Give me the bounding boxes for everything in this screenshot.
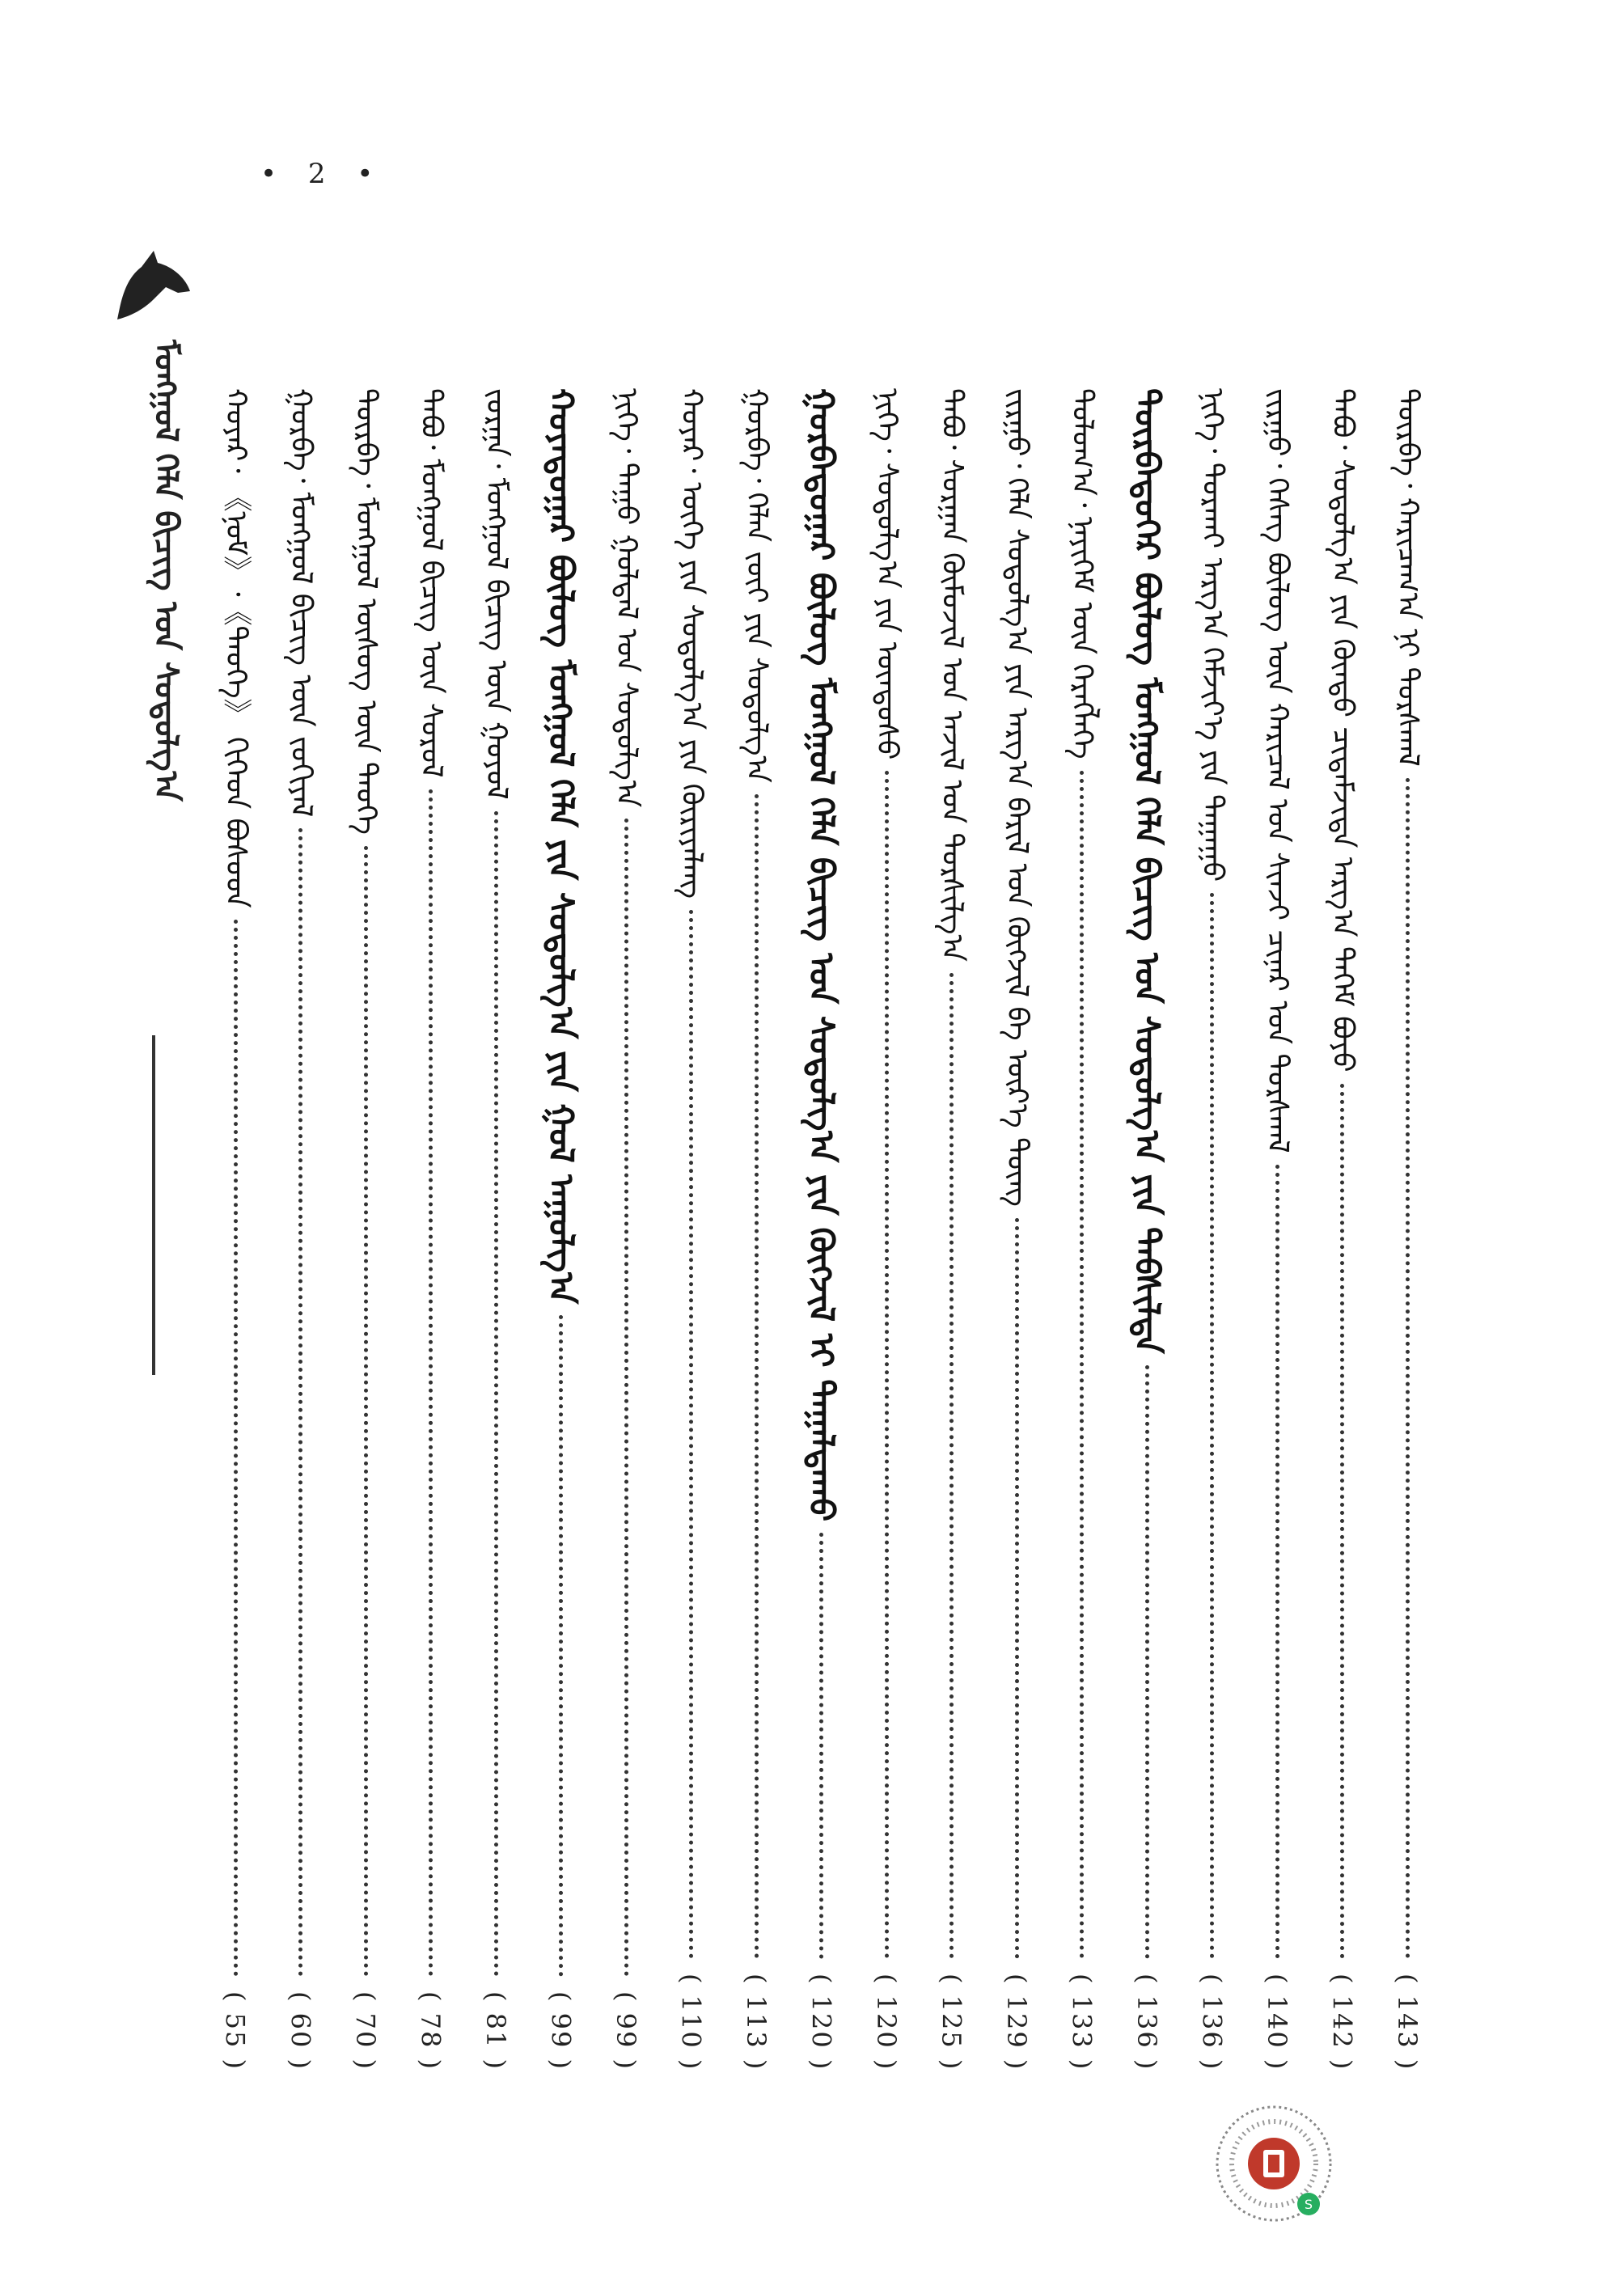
toc-page-number: ( 110 ) [675, 1973, 707, 2071]
toc-section-title: ᠬᠣᠶᠠᠷ᠂ 《ᠨᠣᠮ》᠂《ᠲᠡᠦᠬᠡ》 ᠬᠢᠭᠡᠳ ᠪᠤᠰᠤᠳ [218, 388, 252, 908]
toc-section-title: ᠨᠢᠭᠡ᠂ ᠳᠠᠭᠤ ᠭᠣᠯᠳᠠᠯ ᠤᠨ ᠰᠤᠳᠤᠯᠭ᠎ᠠ [609, 388, 643, 808]
toc-section-title: ᠭᠤᠷᠪᠠ᠂ ᠬᠡᠯᠡᠨ ᠵᠦᠢ ᠶᠢᠨ ᠰᠤᠳᠤᠯᠭ᠎ᠠ [739, 388, 773, 783]
dot-leader [1275, 1165, 1279, 1959]
dot-leader [559, 1315, 563, 1977]
toc-entry[interactable] [602, 388, 650, 2071]
toc-entry[interactable] [407, 388, 455, 2071]
toc-section-title: ᠬᠣᠶᠠᠷ᠂ ᠦᠭᠡ ᠶᠢᠨ ᠰᠤᠳᠤᠯᠭ᠎ᠠ ᠶᠢᠨ ᠬᠦᠷᠢᠶᠡᠯᠡᠩ [675, 388, 708, 899]
toc-page-number: ( 125 ) [936, 1973, 967, 2071]
dot-leader [298, 828, 302, 1977]
toc-page-number: ( 120 ) [806, 1973, 837, 2071]
dot-leader [1145, 1365, 1149, 1959]
dot-leader [949, 973, 954, 1959]
dot-leader [1210, 893, 1214, 1958]
toc-section-title: ᠳᠥᠷᠪᠡ᠂ ᠮᠣᠩᠭᠣᠯ ᠦᠰᠦᠭ ᠦᠨ ᠲᠡᠦᠬᠡ [349, 388, 383, 835]
toc-entry[interactable] [667, 388, 716, 2071]
toc-page-number: ( 142 ) [1326, 1973, 1358, 2071]
toc-entry[interactable] [1058, 388, 1106, 2071]
toc-page-number: ( 120 ) [871, 1973, 902, 2071]
toc-entry[interactable] [1188, 388, 1237, 2071]
toc-page-number: ( 60 ) [285, 1991, 316, 2071]
toc-page-number: ( 129 ) [1001, 1973, 1032, 2071]
toc-page-number: ( 99 ) [611, 1991, 641, 2071]
toc-entry[interactable] [1318, 388, 1367, 2071]
toc-entry[interactable] [992, 388, 1041, 2071]
header-title: ᠮᠣᠩᠭᠣᠯ ᠬᠡᠯᠡ ᠪᠢᠴᠢᠭ ᠤᠨ ᠰᠤᠳᠤᠯᠭ᠎ᠠ [147, 340, 184, 802]
toc-page-number: ( 70 ) [350, 1991, 381, 2071]
dot-leader [819, 1533, 823, 1958]
toc-entry[interactable] [732, 388, 780, 2071]
page-number: • 2 • [260, 158, 385, 190]
toc-page-number: ( 81 ) [480, 1991, 511, 2071]
toc-entry[interactable] [928, 388, 976, 2071]
toc-entry[interactable] [1253, 388, 1301, 2071]
toc-section-title: ᠨᠢᠭᠡ᠂ ᠰᠤᠳᠤᠯᠭ᠎ᠠ ᠶᠢᠨ ᠦᠨᠳᠦᠰᠦ [869, 388, 903, 760]
horse-head-icon [109, 243, 198, 332]
toc-page-number: ( 55 ) [220, 1991, 251, 2071]
toc-section-title: ᠲᠠᠪᠤ᠂ ᠰᠤᠳᠤᠯᠭ᠎ᠠ ᠶᠢᠨ ᠬᠦᠨᠳᠦ ᠴᠢᠳᠠᠮᠵᠢᠳᠠ ᠠᠷᠭ᠎ᠠ ᠳᠡᠭᠡᠮ ᠪᠤᠶᠤ [1326, 388, 1360, 1072]
publisher-qr-code [1213, 2103, 1334, 2224]
toc-chapter-title: ᠬᠣᠶᠠᠳᠤᠭᠠᠷ ᠪᠦᠯᠦᠭ ᠮᠣᠩᠭᠣᠯ ᠬᠡᠯᠡ ᠶᠢᠨ ᠰᠤᠳᠤᠯᠭ᠎ᠠ ᠶᠢᠨ ᠭᠣᠯ ᠠᠭᠤᠯᠭ᠎ᠠ [541, 388, 582, 1305]
toc-page-number: ( 78 ) [415, 1991, 446, 2071]
toc-entry[interactable] [862, 388, 911, 2071]
dot-leader [494, 811, 498, 1977]
toc-page-number: ( 143 ) [1392, 1973, 1423, 2071]
toc-section-title: ᠵᠢᠷᠭᠤ᠂ ᠬᠡᠯᠡ ᠰᠤᠳᠤᠯᠭ᠎ᠠ ᠶᠢᠨ ᠠᠷᠭ᠎ᠠ ᠪᠠᠷᠢᠯ ᠤᠨ ᠬᠦᠭᠵᠢᠯ ᠪᠠ ᠦᠷ᠎ᠡ ᠳᠦᠩ [1000, 388, 1034, 1207]
toc-page-number: ( 140 ) [1262, 1973, 1292, 2071]
toc-entry[interactable] [277, 388, 325, 2071]
toc-section-title: ᠵᠤᠷᠭᠠ᠂ ᠮᠣᠩᠭᠣᠯ ᠪᠢᠴᠢᠭ ᠦᠨ ᠭᠤᠶᠤᠯ [479, 388, 513, 800]
dot-leader [429, 789, 433, 1977]
dot-leader [689, 910, 693, 1959]
toc-section-title: ᠲᠠᠪᠤ᠂ ᠮᠣᠩᠭᠣᠯ ᠪᠢᠴᠢᠭ ᠦᠨ ᠰᠤᠷᠤᠯ [414, 388, 448, 778]
toc-entry[interactable] [797, 388, 846, 2071]
dot-leader [885, 771, 889, 1958]
dot-leader [1015, 1218, 1019, 1959]
toc-entry[interactable] [1383, 388, 1432, 2071]
toc-chapter-title: ᠭᠤᠷᠪᠠᠳᠤᠭᠠᠷ ᠪᠦᠯᠦᠭ ᠮᠣᠩᠭᠣᠯ ᠬᠡᠯᠡ ᠪᠢᠴᠢᠭ ᠤᠨ ᠰᠤᠳᠤᠯᠭ᠎ᠠ ᠶᠢᠨ ᠬᠦᠭᠵᠢᠯ ᠢ ᠳᠠᠭᠠᠯᠳᠠᠬᠤ [801, 388, 842, 1522]
toc-section-title: ᠭᠤᠷᠪᠠ᠂ ᠮᠣᠩᠭᠣᠯ ᠪᠢᠴᠢᠭ ᠦᠨ ᠵᠤᠬᠢᠶᠠᠯ [284, 388, 318, 818]
toc-entry[interactable] [1123, 388, 1171, 2071]
toc-section-title: ᠨᠢᠭᠡ᠂ ᠲᠣᠷᠬᠠᠢ ᠠᠷᠭ᠎ᠠ ᠬᠡᠮᠵᠢᠶ᠎ᠡ ᠶᠢᠨ ᠳᠠᠭᠠᠭᠤ [1195, 388, 1229, 882]
toc-entry[interactable] [472, 388, 520, 2071]
toc-page-number: ( 133 ) [1066, 1973, 1097, 2071]
toc-entry[interactable] [537, 388, 586, 2071]
toc-section-title: ᠳᠦᠷᠪᠡ᠂ ᠬᠠᠷᠢᠴᠠᠭ᠎ᠠ ᠨᠢ ᠳᠤᠷᠰᠬᠠᠯ [1390, 388, 1424, 767]
dot-leader [1406, 778, 1410, 1959]
dot-leader [1340, 1084, 1344, 1959]
toc-page-number: ( 113 ) [741, 1973, 772, 2071]
toc-page-number: ( 136 ) [1196, 1973, 1228, 2071]
dot-leader [1080, 771, 1084, 1959]
dot-leader [364, 846, 368, 1977]
toc-entry[interactable] [341, 388, 390, 2071]
toc-section-title: ᠳᠣᠯᠤᠭ᠎ᠠ᠂ ᠨᠡᠶᠢᠭᠡᠮ ᠦᠨ ᠬᠡᠷᠡᠭᠯᠡᠭᠡ [1065, 388, 1099, 759]
svg-text:S: S [1304, 2197, 1313, 2212]
toc-section-title: ᠵᠢᠷᠭᠤ᠂ ᠬᠡᠰᠡᠭ ᠪᠦᠯᠦᠭ ᠦᠨ ᠬᠠᠷᠢᠴᠠᠯ ᠤᠨ ᠰᠢᠨᠵᠢ ᠴᠢᠨᠠᠷ ᠤᠨ ᠳᠤᠷᠰᠬᠠᠯ [1260, 388, 1294, 1153]
dot-leader [755, 794, 759, 1959]
dot-leader [234, 920, 238, 1977]
toc-chapter-title: ᠳᠥᠷᠪᠡᠳᠦᠭᠡᠷ ᠪᠦᠯᠦᠭ ᠮᠣᠩᠭᠣᠯ ᠬᠡᠯᠡ ᠪᠢᠴᠢᠭ ᠤᠨ ᠰᠤᠳᠤᠯᠭ᠎ᠠ ᠶᠢᠨ ᠳᠡᠪᠰᠢᠯᠲᠡ [1127, 388, 1168, 1354]
toc-section-title: ᠲᠠᠪᠤ᠂ ᠰᠤᠷᠭᠠᠨ ᠬᠦᠮᠦᠵᠢᠯ ᠤᠨ ᠠᠵᠢᠯ ᠤᠨ ᠲᠤᠷᠰᠢᠯᠭ᠎ᠠ [935, 388, 969, 962]
dot-leader [624, 819, 628, 1977]
toc-page-number: ( 99 ) [545, 1991, 577, 2071]
toc-entry[interactable] [211, 388, 260, 2071]
header-rule [152, 1035, 155, 1375]
toc-page-number: ( 136 ) [1131, 1973, 1162, 2071]
